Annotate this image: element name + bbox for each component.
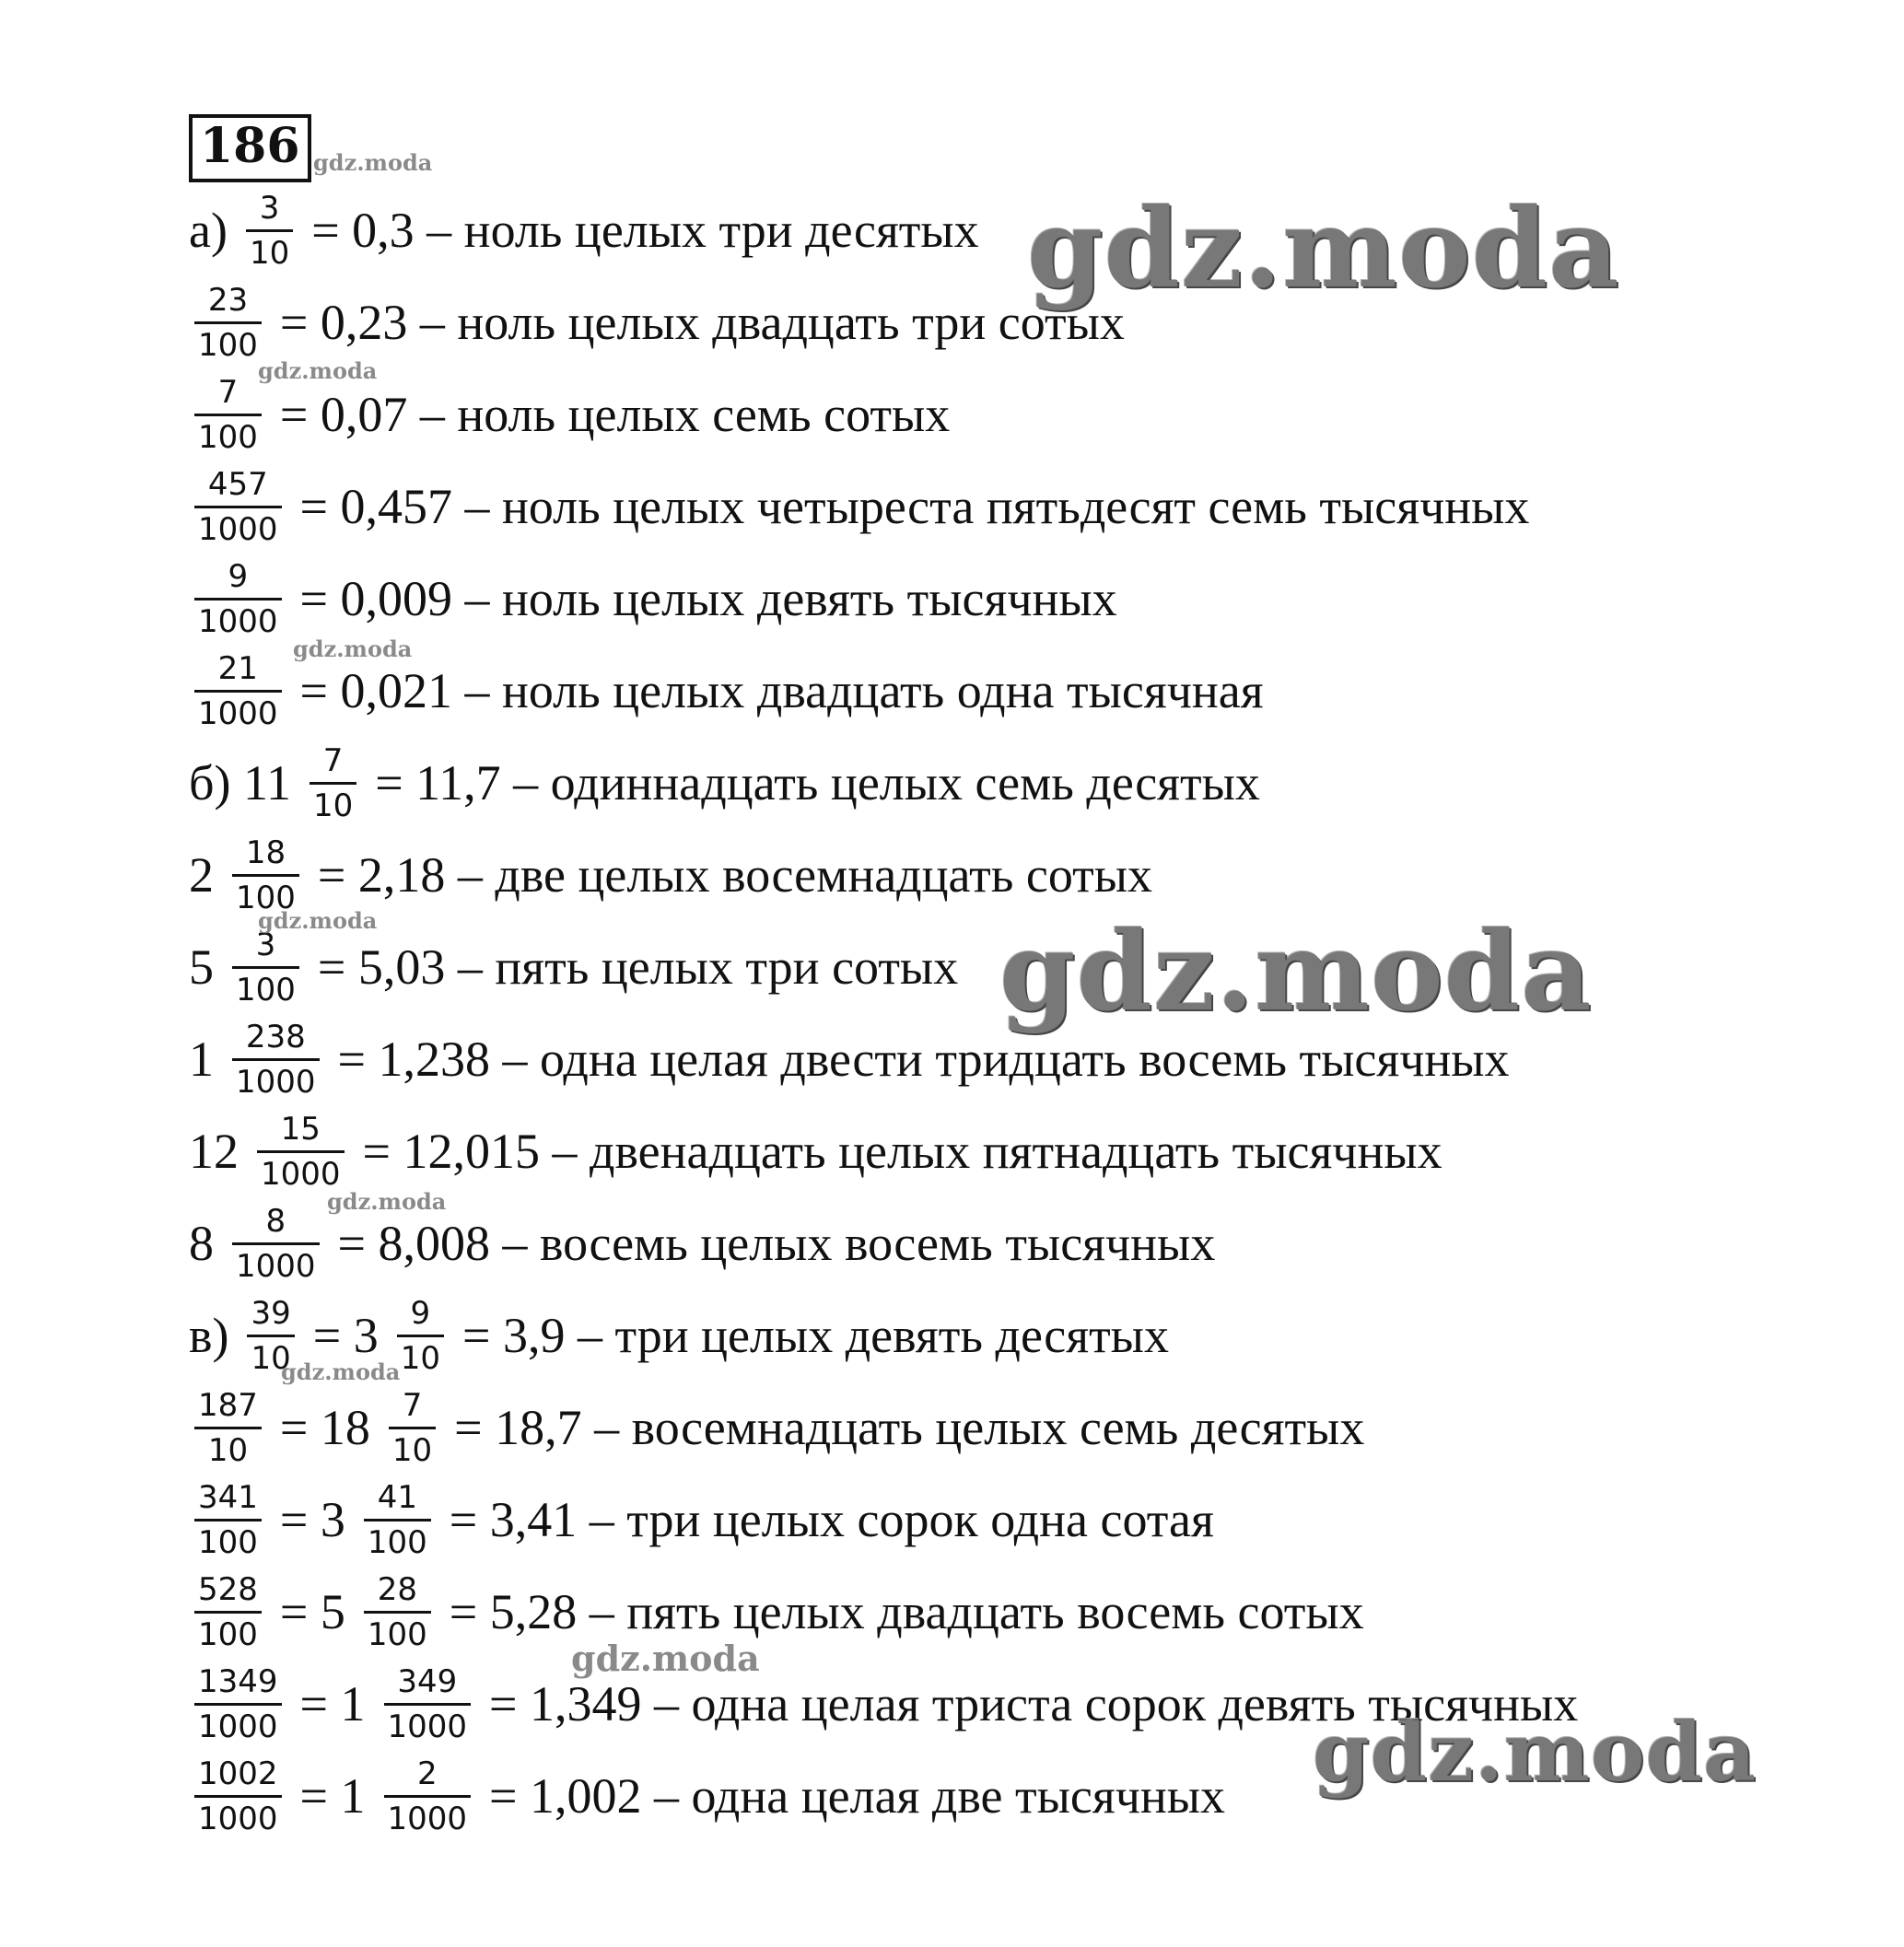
watermark-small: gdz.moda [281,1358,401,1385]
fraction-bar [364,1611,431,1614]
fraction-bar [384,1795,472,1798]
expression-text: = 2,18 – две целых восемнадцать сотых [317,847,1152,903]
fraction-bar [194,321,262,324]
expression-text: 12 [189,1124,239,1179]
watermark-small: gdz.moda [258,907,378,934]
fraction-bar [247,1335,294,1337]
fraction-denominator: 100 [236,879,296,916]
solution-line [189,553,1718,645]
fraction [364,1479,431,1561]
fraction-bar [310,782,356,785]
expression-text: = 0,009 – ноль целых девять тысячных [299,571,1117,626]
fraction-bar [194,1703,282,1706]
watermark-large: gdz.moda [1027,184,1620,312]
fraction-denominator: 100 [198,326,258,364]
solution-line [189,461,1718,553]
fraction-denominator: 10 [251,1339,291,1377]
expression-text: = 3,9 – три целых девять десятых [461,1308,1169,1363]
fraction-numerator: 28 [377,1570,417,1608]
expression-text: = 5,28 – пять целых двадцать восемь сотых [449,1584,1364,1639]
fraction [389,1387,436,1469]
fraction [194,1663,282,1745]
fraction-numerator: 9 [410,1294,431,1332]
fraction-bar [389,1427,436,1429]
fraction-denominator: 100 [198,1615,258,1653]
solution-line [189,1382,1718,1474]
fraction-numerator: 3 [259,189,280,227]
fraction-denominator: 1000 [387,1708,468,1745]
fraction-bar [397,1335,444,1337]
expression-text: = 5,03 – пять целых три сотых [317,939,959,995]
fraction-bar [194,1519,262,1521]
fraction-bar [194,414,262,416]
fraction-bar [194,1427,262,1429]
expression-text: 1 [189,1032,214,1087]
fraction-bar [194,1795,282,1798]
fraction [232,927,299,1008]
fraction-numerator: 23 [207,281,249,319]
expression-text: = 0,3 – ноль целых три десятых [311,203,979,258]
watermark-large: gdz.moda [1313,1704,1758,1800]
fraction-bar [232,874,299,877]
expression-text: 2 [189,847,214,903]
expression-text: а) [189,203,228,258]
fraction-numerator: 7 [322,741,344,779]
solution-line [189,368,1718,461]
fraction-denominator: 1000 [198,694,278,732]
fraction-numerator: 21 [217,649,258,687]
watermark-small: gdz.moda [258,357,378,384]
watermark-small: gdz.moda [327,1188,447,1215]
watermark-small: gdz.moda [571,1638,760,1679]
fraction [246,190,293,272]
fraction-bar [194,598,282,600]
expression-text: = 3,41 – три целых сорок одна сотая [449,1492,1214,1547]
fraction [194,1387,262,1469]
fraction-denominator: 100 [367,1523,427,1561]
watermark-small: gdz.moda [313,149,433,176]
fraction-numerator: 9 [228,557,249,595]
expression-text: = 3 [312,1308,379,1363]
fraction-numerator: 457 [207,465,268,503]
fraction [364,1571,431,1653]
fraction-denominator: 100 [198,1523,258,1561]
expression-text: = 1 [299,1768,366,1824]
expression-text: = 8,008 – восемь целых восемь тысячных [337,1216,1216,1271]
fraction-numerator: 2 [416,1755,438,1792]
expression-text: = 1,238 – одна целая двести тридцать восемь тысячных [337,1032,1510,1087]
solution-line [189,1105,1718,1197]
fraction [310,742,356,824]
fraction [194,1479,262,1561]
expression-text: 5 [189,939,214,995]
fraction [232,834,299,916]
solution-line [189,737,1718,829]
fraction-bar [194,506,282,508]
fraction-denominator: 10 [391,1431,433,1469]
fraction-numerator: 8 [265,1202,286,1240]
fraction-bar [232,966,299,969]
fraction [232,1019,320,1101]
fraction-numerator: 528 [198,1570,258,1608]
fraction-denominator: 1000 [387,1800,468,1837]
fraction [257,1111,345,1193]
fraction [232,1203,320,1285]
fraction-denominator: 100 [198,418,258,456]
fraction-denominator: 100 [367,1615,427,1653]
fraction-bar [194,690,282,693]
fraction-denominator: 1000 [236,1063,316,1101]
fraction-numerator: 39 [251,1294,291,1332]
fraction [384,1663,472,1745]
expression-text: б) 11 [189,755,291,810]
fraction [194,282,262,364]
fraction-denominator: 1000 [198,1708,278,1745]
watermark-large: gdz.moda [999,907,1593,1035]
fraction [194,1755,282,1837]
fraction-bar [257,1150,345,1153]
fraction-denominator: 1000 [261,1155,341,1193]
fraction [194,650,282,732]
expression-text: = 18,7 – восемнадцать целых семь десятых [454,1400,1365,1455]
fraction [194,466,282,548]
fraction-numerator: 1349 [198,1662,278,1700]
solution-line [189,645,1718,737]
expression-text: = 11,7 – одиннадцать целых семь десятых [375,755,1260,810]
expression-text: = 1 [299,1676,366,1731]
expression-text: = 3 [279,1492,345,1547]
fraction-bar [194,1611,262,1614]
solution-line [189,1289,1718,1382]
fraction-denominator: 10 [249,234,290,272]
watermark-small: gdz.moda [293,635,413,662]
expression-text: = 1,349 – одна целая триста сорок девять тысячных [489,1676,1579,1731]
fraction-denominator: 10 [312,787,354,824]
solution-line [189,1566,1718,1658]
fraction-numerator: 341 [198,1478,258,1516]
expression-text: = 1,002 – одна целая две тысячных [489,1768,1226,1824]
fraction-numerator: 187 [198,1386,258,1424]
fraction-numerator: 7 [217,373,239,411]
fraction-bar [232,1242,320,1245]
fraction-numerator: 15 [280,1110,321,1148]
fraction-bar [232,1058,320,1061]
fraction [397,1295,444,1377]
fraction-numerator: 3 [255,926,276,963]
exercise-number: 186 [189,114,311,182]
fraction-numerator: 18 [245,834,286,871]
solution-line [189,1474,1718,1566]
fraction-numerator: 41 [377,1478,417,1516]
expression-text: 8 [189,1216,214,1271]
fraction [194,1571,262,1653]
expression-text: = 0,23 – ноль целых двадцать три сотых [279,295,1125,350]
expression-text: = 0,021 – ноль целых двадцать одна тысячная [299,663,1264,718]
fraction-denominator: 10 [400,1339,440,1377]
fraction-denominator: 1000 [198,510,278,548]
expression-text: = 5 [279,1584,345,1639]
fraction-bar [246,229,293,232]
expression-text: = 0,07 – ноль целых семь сотых [279,387,951,442]
fraction-numerator: 7 [402,1386,423,1424]
expression-text: в) [189,1308,229,1363]
fraction-numerator: 238 [245,1018,306,1055]
expression-text: = 12,015 – двенадцать целых пятнадцать тысячных [362,1124,1443,1179]
fraction-denominator: 100 [236,971,296,1008]
fraction-denominator: 1000 [198,1800,278,1837]
fraction [194,374,262,456]
fraction-numerator: 1002 [198,1755,278,1792]
fraction-denominator: 1000 [198,602,278,640]
fraction-bar [384,1703,472,1706]
fraction-bar [364,1519,431,1521]
fraction [384,1755,472,1837]
expression-text: = 0,457 – ноль целых четыреста пятьдесят семь тысячных [299,479,1530,534]
fraction-denominator: 10 [207,1431,249,1469]
expression-text: = 18 [279,1400,370,1455]
fraction [194,558,282,640]
fraction-denominator: 1000 [236,1247,316,1285]
fraction-numerator: 349 [397,1662,458,1700]
